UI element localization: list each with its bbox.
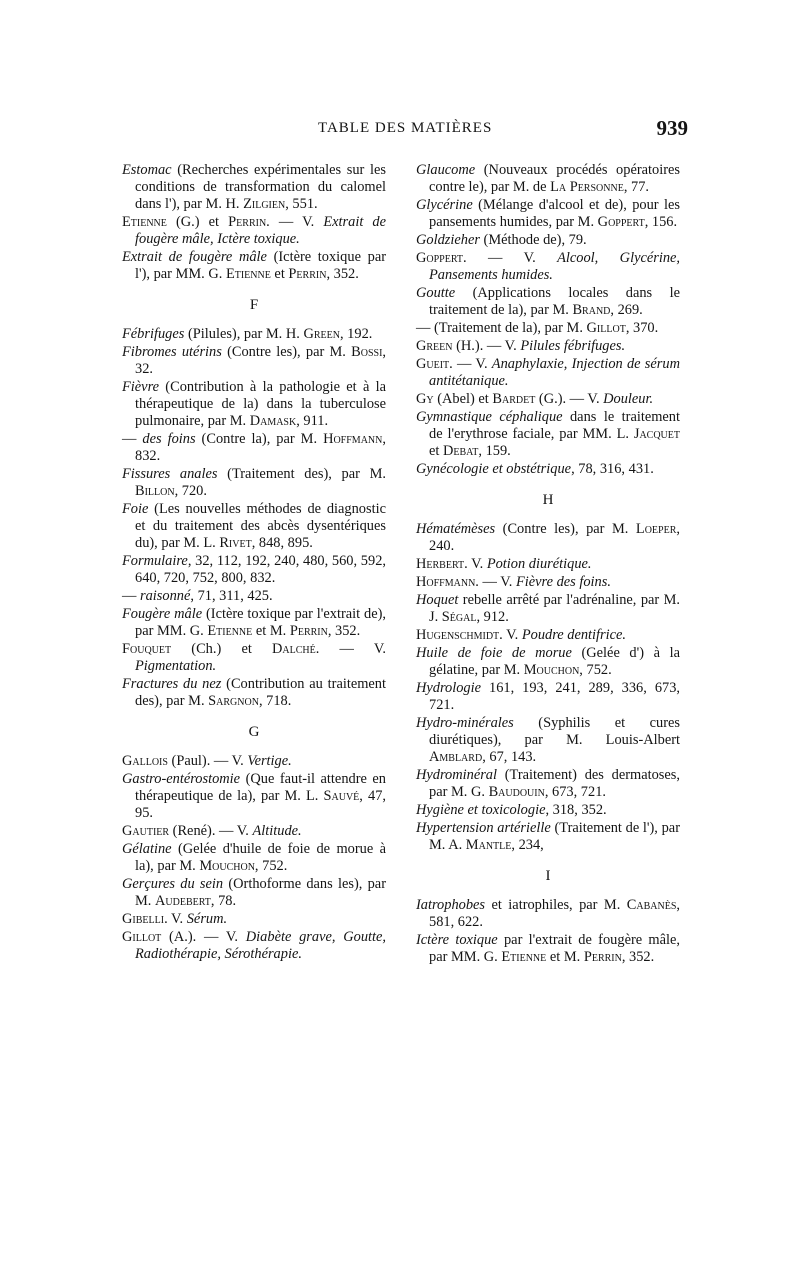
entry-text: , 32, 112, 192, 240, 480, 560, 592, 640, 720, 752, 800, 832.: [135, 553, 386, 586]
entry-text: (Que faut-il attendre en thérapeutique de la), par M. L.: [135, 771, 386, 804]
author-name: Hoffmann: [416, 574, 476, 590]
entry-term: Fébrifuges: [122, 326, 185, 342]
entry-text: (Traitement des), par M.: [217, 466, 386, 482]
index-entry: [122, 676, 386, 710]
running-title: TABLE DES MATIÈRES: [318, 120, 493, 136]
entry-term: Fibromes utérins: [122, 344, 222, 360]
author-name: Goppert: [416, 250, 464, 266]
entry-term: Estomac: [122, 162, 172, 178]
author-name: Etienne: [501, 949, 547, 965]
index-entry: [122, 379, 386, 430]
entry-term: raisonné: [140, 588, 191, 604]
index-entry: [416, 285, 680, 319]
author-name: Etienne: [122, 214, 167, 230]
index-entry: [122, 588, 386, 605]
entry-term: Hoquet: [416, 592, 459, 608]
entry-text: , 718.: [258, 693, 292, 709]
index-entry: [122, 249, 386, 283]
entry-term: Diabète grave, Goutte, Radiothérapie, Sérothérapie.: [135, 929, 386, 962]
entry-text: (Contribution au traitement des), par M.: [135, 676, 386, 709]
index-entry: [416, 162, 680, 196]
author-name: Hugenschmidt: [416, 627, 500, 643]
author-name: La Personne: [550, 179, 624, 195]
entry-text: (Syphilis et cures diurétiques), par M. Louis-Albert: [429, 715, 680, 748]
author-name: Sargnon: [208, 693, 259, 709]
entry-text: . V.: [464, 556, 487, 572]
entry-term: Gymnastique céphalique: [416, 409, 563, 425]
entry-text: , 78, 316, 431.: [571, 461, 654, 477]
author-name: Green: [303, 326, 340, 342]
entry-text: , 581, 622.: [429, 897, 680, 930]
index-entry: [416, 592, 680, 626]
author-name: Sauvé: [323, 788, 360, 804]
entry-text: —: [122, 431, 143, 447]
entry-text: , 911.: [296, 413, 329, 429]
author-name: Rivet: [219, 535, 252, 551]
entry-text: et: [270, 266, 289, 282]
entry-text: — (Traitement de la), par M.: [416, 320, 587, 336]
entry-text: , 752.: [579, 662, 612, 678]
page-number: 939: [656, 116, 688, 140]
entry-term: Glycérine: [416, 197, 473, 213]
entry-text: (Paul). — V.: [167, 753, 248, 769]
entry-text: —: [122, 588, 140, 604]
entry-term: Fièvre: [122, 379, 160, 395]
entry-term: Ictère toxique: [416, 932, 498, 948]
author-name: Amblard: [429, 749, 483, 765]
index-entry: [122, 911, 386, 928]
entry-term: Pilules fébrifuges.: [520, 338, 626, 354]
entry-text: (Abel) et: [433, 391, 493, 407]
entry-text: , 352.: [621, 949, 655, 965]
index-entry: [416, 338, 680, 355]
entry-term: Hypertension artérielle: [416, 820, 551, 836]
index-entry: [416, 627, 680, 644]
author-name: Mantle: [465, 837, 512, 853]
entry-term: Extrait de fougère mâle: [122, 249, 267, 265]
author-name: Etienne: [225, 266, 271, 282]
index-entry: [416, 409, 680, 460]
entry-text: , 269.: [610, 302, 643, 318]
author-name: Debat: [442, 443, 479, 459]
entry-text: , 848, 895.: [251, 535, 313, 551]
entry-text: . — V.: [449, 356, 492, 372]
entry-text: et iatrophiles, par M.: [485, 897, 627, 913]
author-name: Zilgien: [243, 196, 286, 212]
index-entry: [122, 162, 386, 213]
author-name: Perrin: [583, 949, 622, 965]
entry-term: Anaphylaxie, Injection de sérum antitétanique.: [429, 356, 680, 389]
index-entry: [122, 553, 386, 587]
entry-term: Huile de foie de morue: [416, 645, 572, 661]
entry-term: Fougère mâle: [122, 606, 203, 622]
entry-text: (Ictère toxique par l'), par MM. G.: [135, 249, 386, 282]
section-letter: I: [545, 868, 551, 884]
entry-text: , 318, 352.: [545, 802, 607, 818]
entry-term: Douleur.: [603, 391, 654, 407]
author-name: Gibelli: [122, 911, 165, 927]
index-entry: [416, 820, 680, 854]
index-entry: [416, 521, 680, 555]
entry-text: et: [429, 443, 443, 459]
index-entry: [416, 715, 680, 766]
entry-text: (Traitement) des dermatoses, par M. G.: [429, 767, 680, 800]
entry-text: (Recherches expérimentales sur les conditions de transformation du calomel dans l'), par M. H.: [135, 162, 386, 212]
index-entry: [416, 250, 680, 284]
index-entry: [122, 753, 386, 770]
entry-term: Iatrophobes: [416, 897, 486, 913]
author-name: Bossi: [351, 344, 383, 360]
index-entry: [122, 929, 386, 963]
author-name: Gautier: [122, 823, 170, 839]
entry-term: Poudre dentifrice.: [521, 627, 627, 643]
index-entry: [416, 802, 680, 819]
entry-text: , 551.: [285, 196, 318, 212]
index-entry: [416, 680, 680, 714]
section-letter: G: [248, 724, 260, 740]
entry-text: , 77.: [623, 179, 649, 195]
entry-text: . — V.: [266, 214, 324, 230]
left-column: [122, 162, 386, 964]
author-name: Ségal: [441, 609, 477, 625]
index-entry: [416, 645, 680, 679]
index-entry: [122, 641, 386, 675]
entry-text: (H.). — V.: [452, 338, 521, 354]
entry-text: , 352.: [326, 266, 359, 282]
entry-text: , 71, 311, 425.: [190, 588, 273, 604]
entry-term: Fractures du nez: [122, 676, 222, 692]
section-letter: F: [249, 297, 259, 313]
page-header: [110, 116, 688, 146]
entry-term: Gerçures du sein: [122, 876, 224, 892]
index-entry: [416, 391, 680, 408]
index-entry: [416, 197, 680, 231]
entry-text: , 370.: [625, 320, 659, 336]
entry-text: , 156.: [644, 214, 678, 230]
entry-text: , 192.: [339, 326, 373, 342]
index-entry: [416, 320, 680, 337]
index-entry: [416, 356, 680, 390]
index-entry: [122, 771, 386, 822]
author-name: Brand: [572, 302, 611, 318]
author-name: Billon: [135, 483, 175, 499]
index-entry: [122, 841, 386, 875]
author-name: Mouchon: [199, 858, 255, 874]
entry-term: Potion diurétique.: [486, 556, 592, 572]
entry-text: . — V.: [475, 574, 516, 590]
entry-text: , 240.: [429, 521, 680, 554]
entry-text: . — V.: [463, 250, 558, 266]
entry-term: Glaucome: [416, 162, 476, 178]
entry-text: (Ictère toxique par l'extrait de), par MM. G.: [135, 606, 386, 639]
index-entry: [416, 461, 680, 478]
entry-text: dans le traitement de l'erythrose faciale, par MM. L.: [429, 409, 680, 442]
entry-term: Goutte: [416, 285, 456, 301]
index-entry: [416, 897, 680, 931]
index-entry: [122, 823, 386, 840]
entry-text: (Pilules), par M. H.: [184, 326, 304, 342]
index-entry: [122, 501, 386, 552]
author-name: Hoffmann: [323, 431, 383, 447]
entry-term: Altitude.: [252, 823, 302, 839]
entry-text: (Nouveaux procédés opératoires contre le), par M. de: [429, 162, 680, 195]
entry-text: (Gelée d'huile de foie de morue à la), par M.: [135, 841, 386, 874]
index-entry: [122, 431, 386, 465]
author-name: Cabanès: [626, 897, 677, 913]
entry-term: Gélatine: [122, 841, 172, 857]
entry-text: , 832.: [135, 431, 386, 464]
entry-text: et M.: [252, 623, 290, 639]
entry-text: . V.: [499, 627, 522, 643]
entry-text: , 32.: [135, 344, 387, 377]
entry-text: , 159.: [478, 443, 511, 459]
index-entry: [416, 932, 680, 966]
entry-text: , 912.: [476, 609, 509, 625]
entry-term: Hydro-minérales: [416, 715, 514, 731]
entry-text: , 673, 721.: [544, 784, 606, 800]
entry-term: Foie: [122, 501, 149, 517]
entry-text: (Applications locales dans le traitement de la), par M.: [429, 285, 680, 318]
entry-term: Gynécologie et obstétrique: [416, 461, 572, 477]
entry-term: Sérum.: [186, 911, 228, 927]
entry-text: , 67, 143.: [482, 749, 537, 765]
entry-term: Vertige.: [247, 753, 292, 769]
entry-text: (René). — V.: [169, 823, 253, 839]
entry-term: Formulaire: [122, 553, 188, 569]
index-entry: [416, 232, 680, 249]
entry-text: rebelle arrêté par l'adrénaline, par M. J.: [429, 592, 680, 625]
index-entry: [416, 574, 680, 591]
author-name: Perrin: [288, 266, 327, 282]
entry-text: (Contribution à la pathologie et à la thérapeutique de la) dans la tuberculose pulmonaire, par M.: [135, 379, 386, 429]
entry-text: (Mélange d'alcool et de), pour les pansements humides, par M.: [429, 197, 680, 230]
entry-text: et M.: [546, 949, 584, 965]
index-entry: [122, 606, 386, 640]
entry-text: . V.: [164, 911, 187, 927]
author-name: Gillot: [122, 929, 162, 945]
index-entry: [122, 344, 386, 378]
index-entry: [122, 466, 386, 500]
entry-term: Hygiène et toxicologie: [416, 802, 546, 818]
entry-term: Extrait de fougère mâle, Ictère toxique.: [135, 214, 386, 247]
author-name: Gueit: [416, 356, 450, 372]
entry-text: (Orthoforme dans les), par M.: [135, 876, 386, 909]
entry-text: (Les nouvelles méthodes de diagnostic et du traitement des abcès dysentériques du), par M. L.: [135, 501, 386, 551]
author-name: Etienne: [207, 623, 253, 639]
entry-text: , 720.: [174, 483, 207, 499]
author-name: Fouquet: [122, 641, 172, 657]
author-name: Loeper: [635, 521, 677, 537]
author-name: Gy: [416, 391, 434, 407]
author-name: Damask: [249, 413, 297, 429]
entry-term: Fièvre des foins.: [515, 574, 611, 590]
index-entry: [122, 214, 386, 248]
entry-text: (Traitement de l'), par M. A.: [429, 820, 680, 853]
index-entry: [122, 326, 386, 343]
index-entry: [416, 556, 680, 573]
entry-text: , 78.: [210, 893, 237, 909]
author-name: Herbert: [416, 556, 465, 572]
entry-text: , 352.: [327, 623, 361, 639]
entry-term: Alcool, Glycérine, Pansements humides.: [429, 250, 681, 283]
right-column: [416, 162, 680, 967]
entry-text: . — V.: [315, 641, 386, 657]
entry-term: Hydrologie: [416, 680, 482, 696]
entry-term: des foins: [142, 431, 196, 447]
entry-term: Hydrominéral: [416, 767, 498, 783]
entry-text: (G.). — V.: [535, 391, 604, 407]
author-name: Mouchon: [523, 662, 580, 678]
author-name: Gallois: [122, 753, 168, 769]
index-entry: [416, 767, 680, 801]
entry-text: (A.). — V.: [161, 929, 246, 945]
entry-term: Fissures anales: [122, 466, 218, 482]
author-name: Audebert: [155, 893, 211, 909]
author-name: Perrin: [228, 214, 267, 230]
entry-term: Pigmentation.: [135, 658, 217, 674]
entry-text: (Contre la), par M.: [195, 431, 324, 447]
entry-term: Hématémèses: [416, 521, 496, 537]
author-name: Perrin: [289, 623, 328, 639]
entry-text: (G.) et: [166, 214, 229, 230]
author-name: Green: [416, 338, 453, 354]
author-name: Dalché: [272, 641, 316, 657]
entry-text: 161, 193, 241, 289, 336, 673, 721.: [429, 680, 680, 713]
author-name: Jacquet: [633, 426, 680, 442]
entry-text: , 234,: [511, 837, 544, 853]
entry-text: (Méthode de), 79.: [479, 232, 587, 248]
entry-text: (Ch.) et: [171, 641, 273, 657]
author-name: Goppert: [597, 214, 645, 230]
entry-text: , 752.: [254, 858, 288, 874]
author-name: Baudouin: [488, 784, 545, 800]
entry-text: par l'extrait de fougère mâle, par MM. G.: [429, 932, 680, 965]
section-letter: H: [542, 492, 554, 508]
author-name: Bardet: [492, 391, 536, 407]
entry-text: (Contre les), par M.: [495, 521, 636, 537]
entry-term: Gastro-entérostomie: [122, 771, 241, 787]
author-name: Gillot: [586, 320, 626, 336]
entry-text: (Gelée d') à la gélatine, par M.: [429, 645, 680, 678]
entry-text: (Contre les), par M.: [221, 344, 352, 360]
index-entry: [122, 876, 386, 910]
entry-text: , 47, 95.: [135, 788, 386, 821]
entry-term: Goldzieher: [416, 232, 480, 248]
